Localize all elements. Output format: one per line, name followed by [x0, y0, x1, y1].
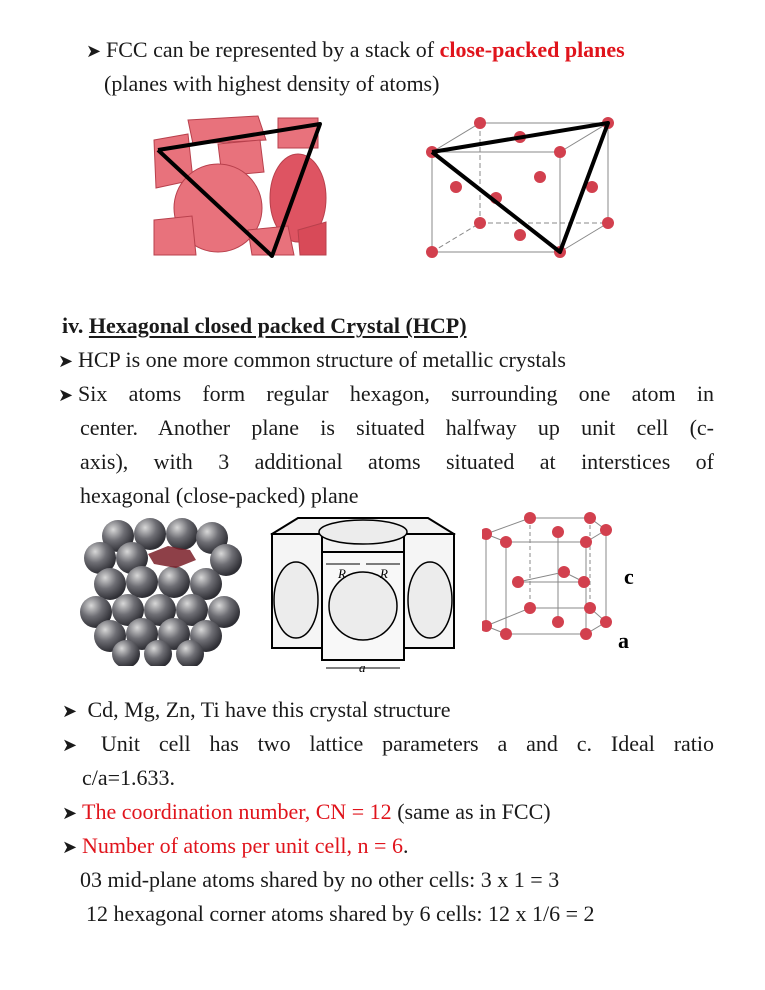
midplane-line: 03 mid-plane atoms shared by no other cells: 3 x 1 = 3 [80, 867, 560, 892]
arrow-bullet-icon: ➤ [62, 701, 78, 721]
hcp-lattice-figure [482, 512, 672, 652]
label-r-right: R [380, 566, 388, 581]
arrow-bullet-icon: ➤ [62, 837, 78, 857]
lattice-bullet [62, 730, 714, 759]
cn-bullet [62, 798, 551, 827]
hcp-heading [62, 312, 467, 340]
hcp-bullet-2-line-3: axis), with 3 additional atoms situated at interstices of [80, 449, 714, 474]
arrow-bullet-icon: ➤ [62, 735, 78, 755]
label-a: a [359, 660, 366, 672]
hcp-bullet-1-text: HCP is one more common structure of metallic crystals [78, 347, 566, 372]
cn-note: (same as in FCC) [391, 799, 551, 824]
label-c: c [624, 564, 634, 589]
hcp-bullet-2-line-2: center. Another plane is situated halfway up unit cell (c- [80, 415, 714, 440]
fcc-bullet [86, 36, 625, 65]
arrow-bullet-icon: ➤ [86, 41, 102, 61]
atoms-period: . [402, 833, 409, 858]
fcc-bullet-continuation: (planes with highest density of atoms) [104, 71, 440, 96]
heading-number: iv. [62, 313, 84, 338]
atoms-highlight: Number of atoms per unit cell, n = 6 [82, 833, 403, 858]
arrow-bullet-icon: ➤ [58, 385, 74, 405]
label-r-left: R [338, 566, 346, 581]
lattice-ratio: c/a=1.633. [82, 765, 176, 790]
arrow-bullet-icon: ➤ [58, 351, 74, 371]
fcc-lattice-figure [420, 115, 620, 265]
cn-highlight: The coordination number, CN = 12 [82, 799, 392, 824]
fcc-bullet-text: FCC can be represented by a stack of [106, 37, 440, 62]
fcc-hard-sphere-figure [148, 110, 330, 260]
hcp-bullet-2-text: Six atoms form regular hexagon, surrounding one atom in [78, 381, 714, 406]
metals-bullet [62, 696, 450, 725]
metals-text: Cd, Mg, Zn, Ti have this crystal structure [87, 697, 451, 722]
hcp-unit-cell-figure [268, 512, 458, 672]
hcp-bullet-1 [58, 346, 566, 375]
arrow-bullet-icon: ➤ [62, 803, 78, 823]
hcp-bullet-2-line-4: hexagonal (close-packed) plane [80, 483, 359, 508]
fcc-highlight: close-packed planes [439, 37, 625, 62]
lattice-text: Unit cell has two lattice parameters a and c. Ideal ratio [100, 731, 715, 756]
corner-line: 12 hexagonal corner atoms shared by 6 cells: 12 x 1/6 = 2 [86, 901, 595, 926]
label-a: a [618, 628, 629, 652]
heading-title: Hexagonal closed packed Crystal (HCP) [88, 313, 467, 338]
hcp-bullet-2 [58, 380, 714, 409]
atoms-bullet [62, 832, 408, 861]
hcp-sphere-stack-figure [78, 516, 248, 666]
